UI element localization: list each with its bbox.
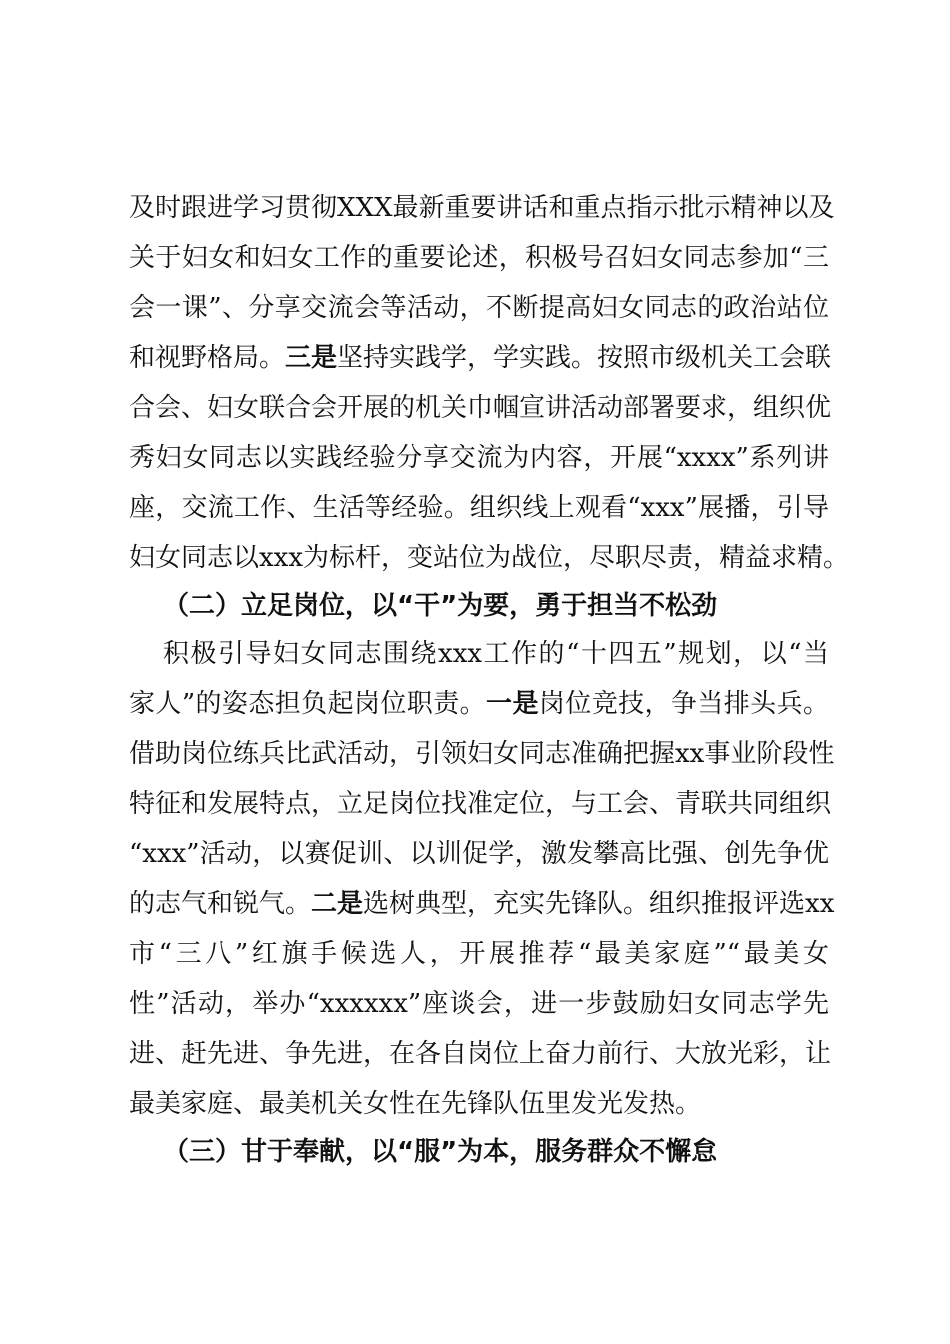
paragraph-line: 秀妇女同志以实践经验分享交流为内容，开展“xxxx”系列讲 [129,443,829,473]
paragraph-line [129,338,832,378]
paragraph-line: 会一课”、分享交流会等活动，不断提高妇女同志的政治站位 [129,293,829,323]
paragraph-line [129,884,835,924]
text-segment: 和视野格局。 [129,343,286,373]
paragraph-line: 特征和发展特点，立足岗位找准定位，与工会、青联共同组织 [129,789,832,819]
text-segment: 的志气和锐气。 [129,889,312,919]
emphasis-text: 二是 [311,889,364,919]
paragraph-line: 座，交流工作、生活等经验。组织线上观看“xxx”展播，引导 [129,493,829,523]
emphasis-text: 三是 [285,343,338,373]
paragraph-line: 借助岗位练兵比武活动，引领妇女同志准确把握xx事业阶段性 [129,739,835,769]
section-heading: （三）甘于奉献，以“服”为本，服务群众不懈怠 [163,1137,718,1167]
text-segment: 选树典型，充实先锋队。组织推报评选xx [363,889,835,919]
paragraph-line: “xxx”活动，以赛促训、以训促学，激发攀高比强、创先争优 [129,839,829,869]
paragraph-line: 最美家庭、最美机关女性在先锋队伍里发光发热。 [129,1089,702,1119]
text-segment: 坚持实践学，学实践。按照市级机关工会联 [337,343,832,373]
paragraph-line: 市“三八”红旗手候选人，开展推荐“最美家庭”“最美女 [129,939,829,969]
paragraph-line: 积极引导妇女同志围绕xxx工作的“十四五”规划，以“当 [163,639,829,669]
paragraph-line: 妇女同志以xxx为标杆，变站位为战位，尽职尽责，精益求精。 [129,543,849,573]
emphasis-text: 一是 [486,689,539,719]
text-segment: 家人”的姿态担负起岗位职责。 [129,689,487,719]
paragraph-line: 进、赶先进、争先进，在各自岗位上奋力前行、大放光彩，让 [129,1039,832,1069]
paragraph-line: 关于妇女和妇女工作的重要论述，积极号召妇女同志参加“三 [129,243,829,273]
paragraph-line: 合会、妇女联合会开展的机关巾帼宣讲活动部署要求，组织优 [129,393,832,423]
paragraph-line: 及时跟进学习贯彻XXX最新重要讲话和重点指示批示精神以及 [129,193,835,223]
text-segment: 岗位竞技，争当排头兵。 [538,689,829,719]
paragraph-line: 性”活动，举办“xxxxxx”座谈会，进一步鼓励妇女同志学先 [129,989,829,1019]
section-heading: （二）立足岗位，以“干”为要，勇于担当不松劲 [163,591,718,621]
paragraph-line [129,684,829,724]
